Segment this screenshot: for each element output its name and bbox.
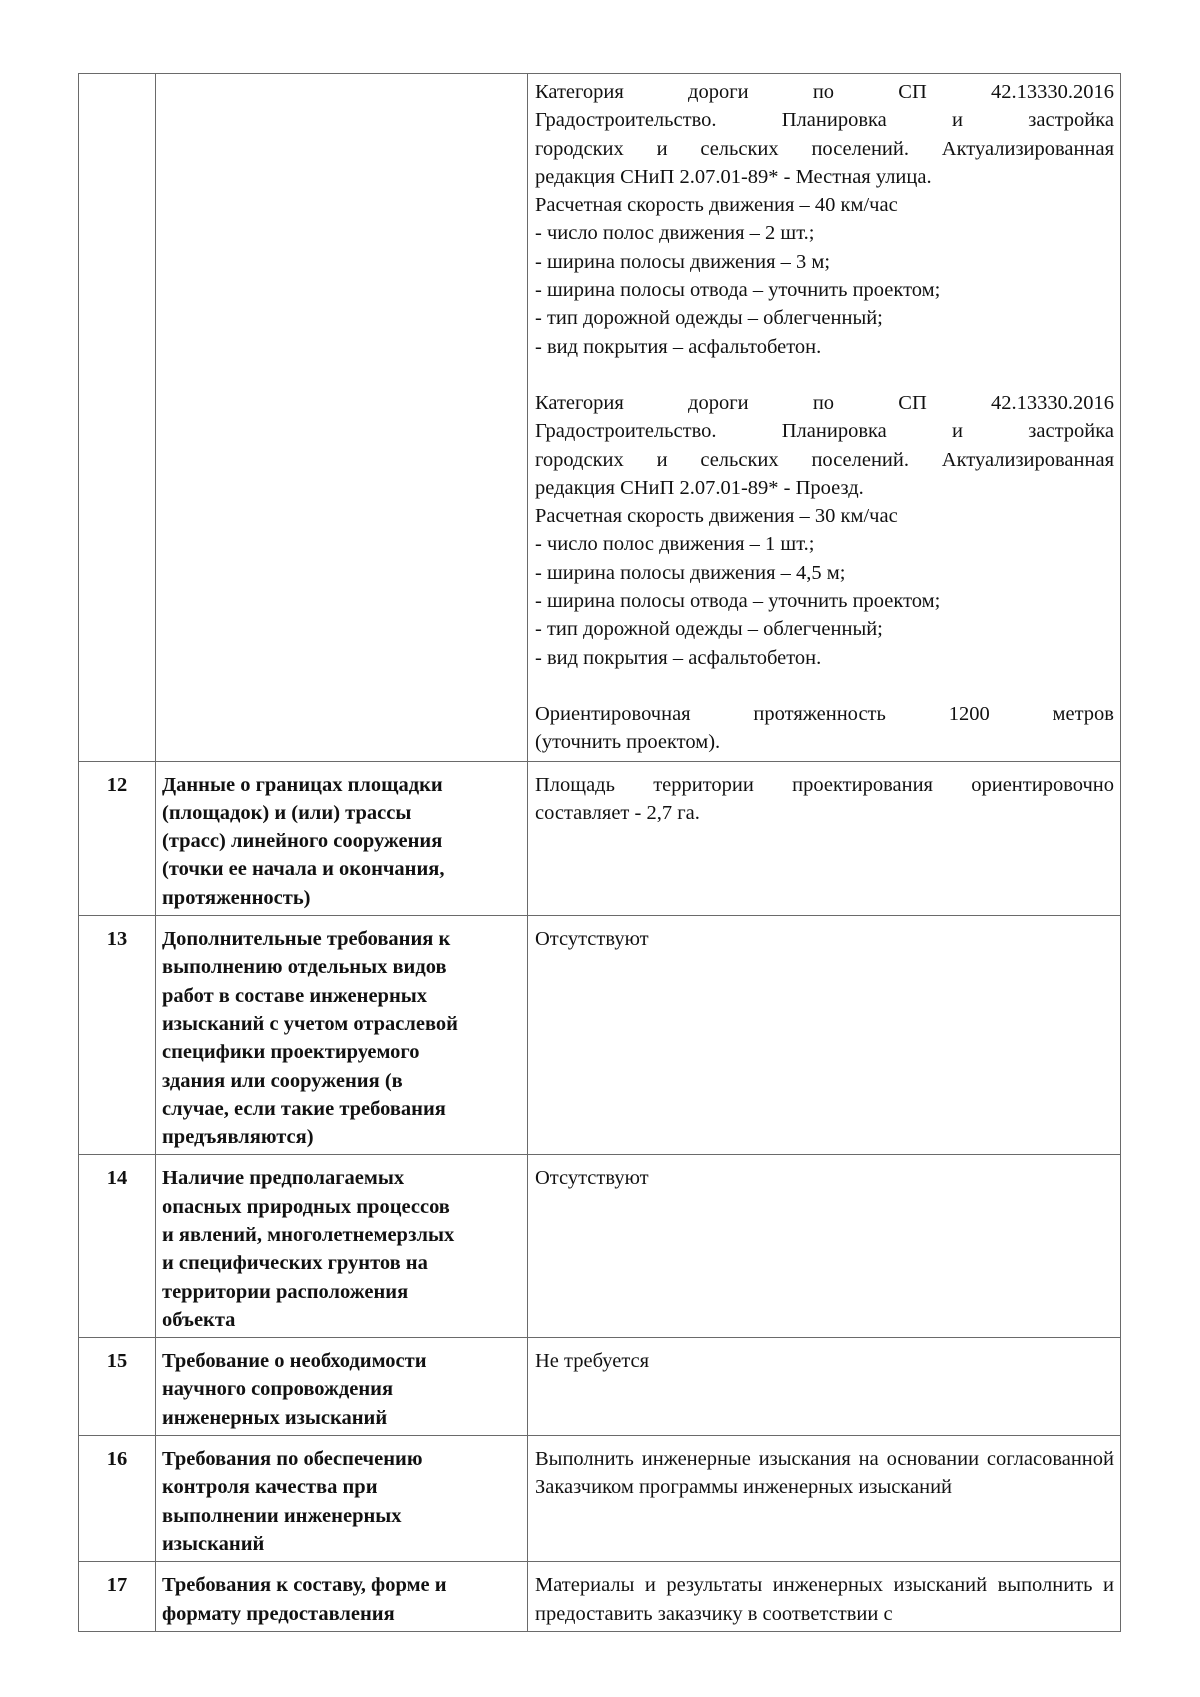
label-line: инженерных изысканий: [162, 1406, 388, 1429]
label-line: выполнению отдельных видов: [162, 956, 447, 979]
value-line: - ширина полосы движения – 4,5 м;: [535, 561, 846, 584]
row-value-cell: [528, 1155, 1121, 1338]
value-text: Не требуется: [535, 1350, 650, 1373]
label-line: выполнении инженерных: [162, 1504, 402, 1527]
row-label-cell: [156, 74, 528, 762]
label-line: изысканий с учетом отраслевой: [162, 1012, 458, 1035]
value-line: - вид покрытия – асфальтобетон.: [535, 646, 822, 669]
paragraph-gap: [535, 361, 1114, 389]
row-label-cell: [156, 1155, 528, 1338]
label-line: контроля качества при: [162, 1476, 378, 1499]
value-line: городских и сельских поселений. Актуализированная: [535, 448, 1114, 471]
row-number-cell: 12: [79, 761, 156, 915]
label-line: предъявляются): [162, 1126, 314, 1149]
label-line: и специфических грунтов на: [162, 1252, 428, 1275]
paragraph-gap: [535, 672, 1114, 700]
row-label-cell: [156, 761, 528, 915]
value-text: Площадь территории проектирования ориентировочно составляет - 2,7 га.: [535, 773, 1114, 824]
value-line: (уточнить проектом).: [535, 731, 721, 754]
value-line: - число полос движения – 2 шт.;: [535, 222, 815, 245]
label-line: Данные о границах площадки: [162, 773, 443, 796]
label-line: Требования по обеспечению: [162, 1448, 423, 1471]
label-line: (точки ее начала и окончания,: [162, 858, 445, 881]
label-line: протяженность): [162, 886, 311, 909]
value-line: Категория дороги по СП 42.13330.2016: [535, 391, 1114, 414]
row-number-cell: 13: [79, 916, 156, 1155]
label-line: здания или сооружения (в: [162, 1069, 403, 1092]
label-line: Требования к составу, форме и: [162, 1574, 447, 1597]
label-line: территории расположения: [162, 1280, 409, 1303]
value-line: - ширина полосы отвода – уточнить проектом;: [535, 590, 941, 613]
value-text: Отсутствуют: [535, 1167, 649, 1190]
label-line: научного сопровождения: [162, 1378, 394, 1401]
value-line: редакция СНиП 2.07.01-89* - Проезд.: [535, 476, 864, 499]
label-line: работ в составе инженерных: [162, 984, 428, 1007]
row-value-cell: [528, 1436, 1121, 1562]
label-line: Требование о необходимости: [162, 1350, 427, 1373]
requirements-table: [78, 73, 1121, 1632]
row-value-cell: [528, 761, 1121, 915]
value-line: Градостроительство. Планировка и застройка: [535, 420, 1114, 443]
row-value-cell: [528, 74, 1121, 762]
value-line: - тип дорожной одежды – облегченный;: [535, 618, 883, 641]
label-line: Дополнительные требования к: [162, 928, 451, 951]
value-text: Выполнить инженерные изыскания на основании согласованной Заказчиком программы инженерных изысканий: [535, 1448, 1114, 1499]
label-line: объекта: [162, 1308, 236, 1331]
row-value-cell: [528, 1338, 1121, 1436]
row-label-cell: [156, 1436, 528, 1562]
label-line: (площадок) и (или) трассы: [162, 801, 412, 824]
row-number-cell: 17: [79, 1562, 156, 1632]
table-row: [79, 761, 1121, 915]
table-row: [79, 1436, 1121, 1562]
value-line: Расчетная скорость движения – 40 км/час: [535, 194, 898, 217]
row-number-cell: 16: [79, 1436, 156, 1562]
row-label-cell: [156, 1338, 528, 1436]
row-value-cell: [528, 1562, 1121, 1632]
table-row: [79, 1562, 1121, 1632]
row-number-cell: [79, 74, 156, 762]
table-row: [79, 74, 1121, 762]
table-row: [79, 916, 1121, 1155]
table-row: [79, 1338, 1121, 1436]
label-line: и явлений, многолетнемерзлых: [162, 1223, 455, 1246]
value-line: Градостроительство. Планировка и застройка: [535, 109, 1114, 132]
row-value-cell: [528, 916, 1121, 1155]
label-line: случае, если такие требования: [162, 1097, 446, 1120]
value-line: - вид покрытия – асфальтобетон.: [535, 335, 822, 358]
label-line: формату предоставления: [162, 1602, 395, 1625]
table-row: [79, 1155, 1121, 1338]
label-line: Наличие предполагаемых: [162, 1167, 405, 1190]
value-line: - ширина полосы движения – 3 м;: [535, 250, 831, 273]
value-line: - число полос движения – 1 шт.;: [535, 533, 815, 556]
row-label-cell: [156, 1562, 528, 1632]
row-number-cell: 14: [79, 1155, 156, 1338]
value-text: Отсутствуют: [535, 928, 649, 951]
value-line: Ориентировочная протяженность 1200 метров: [535, 702, 1114, 725]
label-line: (трасс) линейного сооружения: [162, 830, 443, 853]
label-line: специфики проектируемого: [162, 1041, 420, 1064]
label-line: изысканий: [162, 1532, 265, 1555]
value-line: редакция СНиП 2.07.01-89* - Местная улица.: [535, 165, 932, 188]
value-line: Категория дороги по СП 42.13330.2016: [535, 81, 1114, 103]
label-line: опасных природных процессов: [162, 1195, 450, 1218]
value-line: - ширина полосы отвода – уточнить проектом;: [535, 279, 941, 302]
row-number-cell: 15: [79, 1338, 156, 1436]
value-line: Расчетная скорость движения – 30 км/час: [535, 505, 898, 528]
row-label-cell: [156, 916, 528, 1155]
value-line: городских и сельских поселений. Актуализированная: [535, 137, 1114, 160]
value-line: - тип дорожной одежды – облегченный;: [535, 307, 883, 330]
value-text: Материалы и результаты инженерных изысканий выполнить и предоставить заказчику в соответствии с: [535, 1574, 1114, 1625]
